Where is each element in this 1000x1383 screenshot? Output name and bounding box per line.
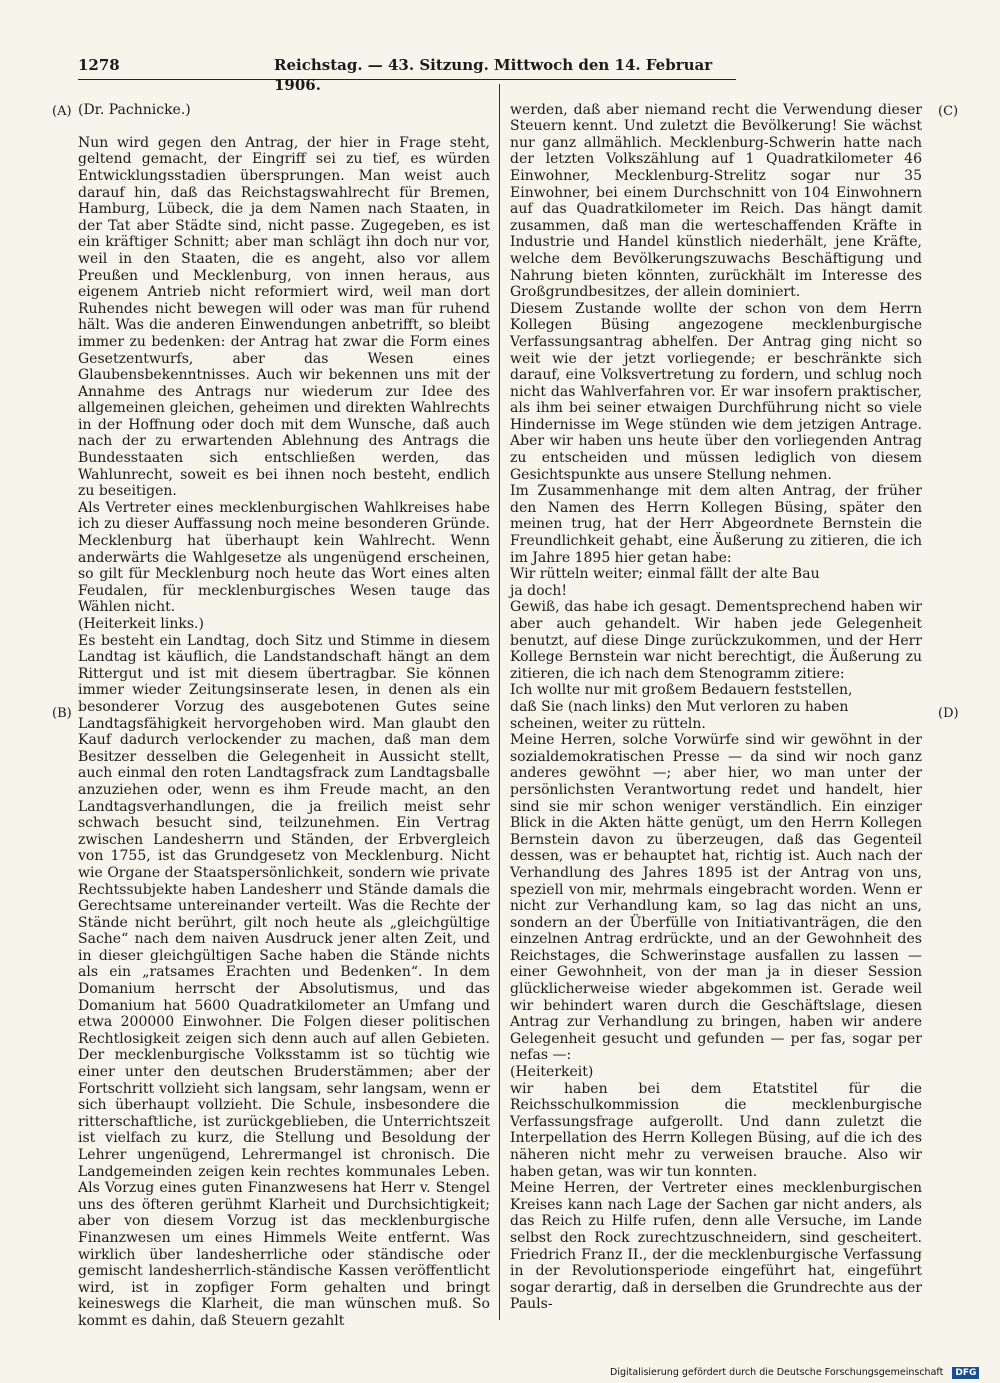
right-column (510, 85, 922, 1330)
running-header (78, 55, 736, 94)
left-column (78, 85, 490, 1346)
margin-mark-a: (A) (52, 104, 72, 119)
margin-mark-c: (C) (938, 104, 959, 119)
right-column-text: werden, daß aber niemand recht die Verwendung dieser Steuern kennt. Und zuletzt die Bevölkerung! Sie wächst nur ganz allmählich. Mecklenburg-Schwerin hatte nach der letzten Volkszählung auf 1 Quadratkilometer 46 Einwohner, Mecklenburg-Strelitz sogar nur 35 Einwohner, bei einem Durchschnitt von 104 Einwohnern auf das Quadratkilometer im Reich. Das hängt damit zusammen, daß man die werteschaffenden Kräfte in Industrie und Handel künstlich niederhält, jene Kräfte, welche dem Bevölkerungszuwachs Beschäftigung und Nahrung bieten könnten, zurückhält im Interesse des Großgrundbesitzes, der allein dominiert. Diesem Zustande wollte der schon von dem Herrn Kollegen Büsing angezogene mecklenburgische Verfassungsantrag abhelfen. Der Antrag ging nicht so weit wie der jetzt vorliegende; er beschränkte sich darauf, eine Volksvertretung zu fordern, und schlug noch nicht das Wahlverfahren vor. Er war insofern praktischer, als ihm bei seiner etwaigen Durchführung nicht so viele Hindernisse im Wege stünden wie dem jetzigen Antrage. Aber wir haben uns heute über den vorliegenden Antrag zu entscheiden und müssen lediglich von diesem Gesichtspunkte aus unsere Stellung nehmen. Im Zusammenhange mit dem alten Antrag, der früher den Namen des Herrn Kollegen Büsing, später den meinen trug, hat der Herr Abgeordnete Bernstein die Freundlichkeit gehabt, eine Äußerung zu zitieren, die ich im Jahre 1895 hier getan habe: Wir rütteln weiter; einmal fällt der alte Bau ja doch! Gewiß, das habe ich gesagt. Dementsprechend haben wir aber auch gehandelt. Wir haben jede Gelegenheit benutzt, auf diese Dinge zurückzukommen, und der Herr Kollege Bernstein war nicht berechtigt, die Äußerung zu zitieren, die ich nach dem Stenogramm zitiere: Ich wollte nur mit großem Bedauern feststellen, daß Sie (nach links) den Mut verloren zu haben scheinen, weiter zu rütteln. Meine Herren, solche Vorwürfe sind wir gewöhnt in der sozialdemokratischen Presse — da sind wir noch ganz anderes gewöhnt —; aber hier, wo man unter der persönlichsten Verantwortung redet und handelt, hier sind sie mir schon weniger verständlich. Ein einziger Blick in die Akten hätte genügt, um den Herrn Kollegen Bernstein davon zu überzeugen, daß das Gegenteil dessen, was er behauptet hat, richtig ist. Auch nach der Verhandlung des Jahres 1895 ist der Antrag von uns, speziell von mir, mehrmals eingebracht worden. Wenn er nicht zur Verhandlung kam, so lag das nicht an uns, sondern an der Überfülle von Initiativanträgen, die den einzelnen Antrag erdrückte, und an der Gewohnheit des Reichstages, die Schwerinstage ausfallen zu lassen — einer Gewohnheit, von der man ja in dieser Session glücklicherweise wieder abgekommen ist. Gerade weil wir behindert waren durch die Geschäftslage, diesen Antrag zur Verhandlung zu bringen, haben wir andere Gelegenheit gesucht und gefunden — per fas, sogar per nefas —: (Heiterkeit) wir haben bei dem Etatstitel für die Reichsschulkommission die mecklenburgische Verfassungsfrage aufgerollt. Und dann zuletzt die Interpellation des Herrn Kollegen Büsing, auf die ich des näheren nicht mehr zu verweisen brauche. Also wir haben getan, was wir tun konnten. Meine Herren, der Vertreter eines mecklenburgischen Kreises kann nach Lage der Sachen gar nicht anders, als das Reich zu Hilfe rufen, denn alle Versuche, im Lande selbst den Rock zurechtzuschneidern, sind gescheitert. Friedrich Franz II., der die mecklenburgische Verfassung in der Revolutionsperiode eingeführt hat, eingeführt sogar derartig, daß in derselben die Grundrechte aus der Pauls- (510, 101, 922, 1313)
dfg-logo: DFG (952, 1367, 979, 1379)
margin-mark-d: (D) (938, 706, 959, 721)
footer-credit: Digitalisierung gefördert durch die Deutsche Forschungsgemeinschaft (610, 1367, 944, 1378)
footer (610, 1366, 990, 1380)
margin-mark-b: (B) (52, 706, 72, 721)
speaker-label: (Dr. Pachnicke.) (78, 101, 191, 118)
page-number: 1278 (78, 56, 120, 74)
header-title: Reichstag. — 43. Sitzung. Mittwoch den 14. Februar 1906. (274, 56, 713, 94)
left-column-text: Nun wird gegen den Antrag, der hier in Frage steht, geltend gemacht, der Eingriff sei zu tief, es würden Entwicklungsstadien übersprungen. Man weist auch darauf hin, daß das Reichstagswahlrecht für Bremen, Hamburg, Lübeck, die ja dem Namen nach Staaten, in der Tat aber Städte sind, nicht passe. Zugegeben, es ist ein kräftiger Schnitt; aber man schlägt ihn doch nur vor, weil in den Staaten, die es angeht, also vor allem Preußen und Mecklenburg, von innen heraus, aus eigenem Antrieb nicht reformiert wird, weil man dort Ruhendes nicht bewegen will oder was man für ruhend hält. Was die anderen Einwendungen anbetrifft, so bleibt immer zu bedenken: der Antrag hat zwar die Form eines Gesetzentwurfs, aber das Wesen eines Glaubensbekenntnisses. Auch wir bekennen uns mit der Annahme des Antrags nur wiederum zur Idee des allgemeinen gleichen, geheimen und direkten Wahlrechts in der Hoffnung oder doch mit dem Wunsche, daß auch nach der zu erwartenden Ablehnung des Antrags die Bundesstaaten sich entschließen werden, das Wahlunrecht, soweit es bei ihnen noch besteht, endlich zu beseitigen. Als Vertreter eines mecklenburgischen Wahlkreises habe ich zu dieser Auffassung noch meine besonderen Gründe. Mecklenburg hat überhaupt kein Wahlrecht. Wenn anderwärts die Wahlgesetze als ungenügend erscheinen, so gilt für Mecklenburg noch heute das Wort eines alten Feudalen, für mecklenburgisches Wesen tauge das Wählen nicht. (Heiterkeit links.) Es besteht ein Landtag, doch Sitz und Stimme in diesem Landtag ist käuflich, die Landstandschaft hängt an dem Rittergut und ist mit diesem übertragbar. Sie können immer wieder Zeitungsinserate lesen, in denen als ein besonderer Vorzug des ausgebotenen Gutes seine Landtagsfähigkeit hervorgehoben wird. Man glaubt den Kauf dadurch verlockender zu machen, daß man dem Besitzer desselben die Gelegenheit in Aussicht stellt, auch einmal den roten Landtagsfrack zum Landtagsballe anzuziehen oder, wenn es ihm Freude macht, an den Landtagsverhandlungen, die ja freilich meist sehr schwach besucht sind, teilzunehmen. Ein Vertrag zwischen Landesherrn und Ständen, der Erbvergleich von 1755, ist das Grundgesetz von Mecklenburg. Nicht wie Organe der Staatspersönlichkeit, sondern wie private Rechtssubjekte haben Landesherr und Stände damals die Gerechtsame untereinander verteilt. Was die Rechte der Stände nicht berührt, gilt noch heute als „gleichgültige Sache“ nach dem naiven Ausdruck jener alten Zeit, und in dieser gleichgültigen Sache haben die Stände nichts als ein „ratsames Erachten und Bedenken“. In dem Domanium herrscht der Absolutismus, und das Domanium hat 5600 Quadratkilometer an Umfang und etwa 200000 Einwohner. Die Folgen dieser politischen Rechtlosigkeit zeigen sich denn auch auf allen Gebieten. Der mecklenburgische Volksstamm ist so tüchtig wie einer unter den deutschen Bruderstämmen; aber der Fortschritt vollzieht sich langsam, sehr langsam, wenn er sich überhaupt vollzieht. Die Schule, insbesondere die ritterschaftliche, ist zurückgeblieben, die Unterrichtszeit ist vielfach zu kurz, die Stellung und Besoldung der Lehrer ungenügend, Lehrermangel ist chronisch. Die Landgemeinden zeigen kein rechtes kommunales Leben. Als Vorzug eines guten Finanzwesens hat Herr v. Stengel uns des öfteren gerühmt Klarheit und Durchsichtigkeit; aber von diesem Vorzug ist das mecklenburgische Finanzwesen um eines Himmels Weite entfernt. Was wirklich über landesherrliche oder ständische oder gemischt landesherrlich-ständische Kassen veröffentlicht wird, ist in zopfiger Form gehalten und bringt keineswegs die Klarheit, die man wünschen muß. So kommt es dahin, daß Steuern gezahlt (78, 134, 490, 1329)
column-divider (499, 84, 500, 1320)
